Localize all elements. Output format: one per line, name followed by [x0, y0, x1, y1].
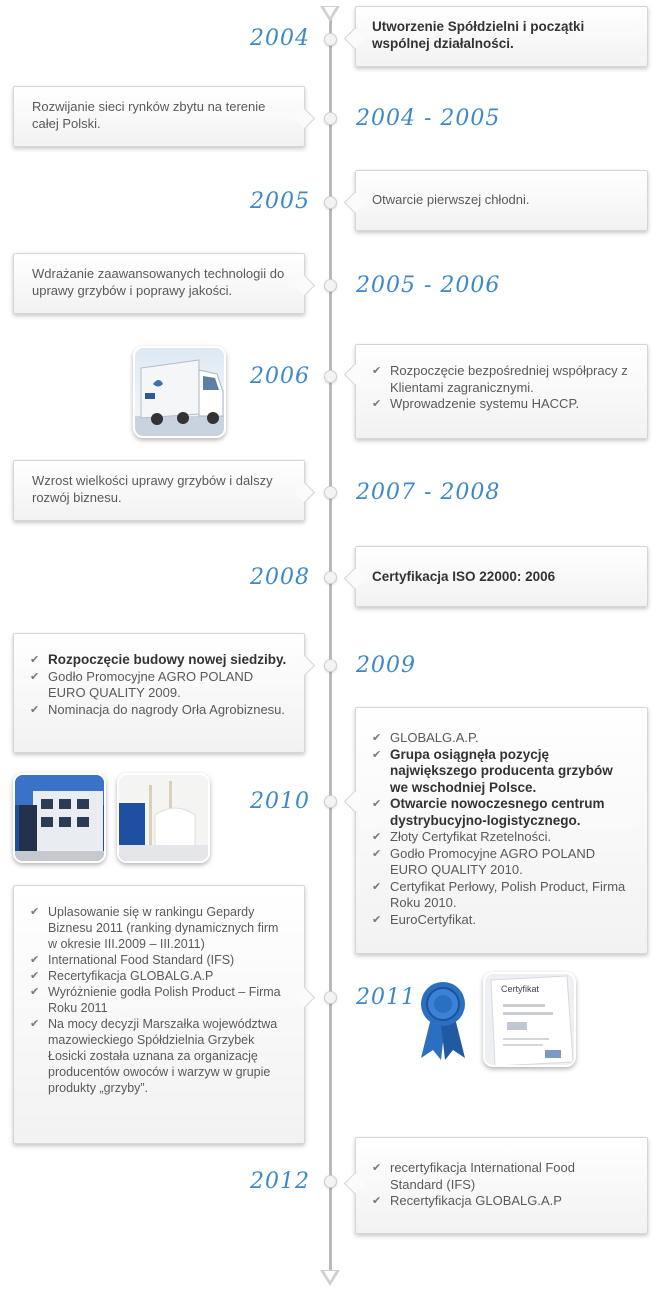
event-card-2009: [13, 633, 305, 753]
timeline-dot: [324, 196, 337, 209]
event-list: [30, 904, 288, 1096]
timeline-top-arrow-icon: [320, 6, 340, 22]
event-text: Utworzenie Spółdzielni i początki wspólnej działalności.: [372, 19, 585, 51]
timeline-dot: [324, 33, 337, 46]
year-label-2006: 2006: [250, 364, 310, 389]
year-label-2007-2008: 2007 - 2008: [356, 480, 501, 505]
timeline-dot: [324, 571, 337, 584]
timeline-dot: [324, 659, 337, 672]
year-label-2011: 2011: [356, 985, 416, 1010]
list-item: ✔ Godło Promocyjne AGRO POLAND EURO QUALITY 2009.: [30, 669, 288, 702]
interior-photo-icon: [117, 773, 210, 863]
truck-photo-icon: [133, 346, 226, 438]
list-item: ✔ Uplasowanie się w rankingu Gepardy Biznesu 2011 (ranking dynamicznych firm w okresie III.2009 – III.2011): [30, 904, 288, 952]
event-text: Certyfikacja ISO 22000: 2006: [372, 569, 556, 584]
event-text: Rozwijanie sieci rynków zbytu na terenie całej Polski.: [32, 99, 266, 131]
event-list: [372, 730, 631, 928]
event-card-2006: [355, 344, 648, 439]
event-text: Wzrost wielkości uprawy grzybów i dalszy rozwój biznesu.: [32, 473, 273, 505]
list-item: ✔ GLOBALG.A.P.: [372, 730, 631, 747]
timeline-dot: [324, 991, 337, 1004]
list-item: ✔ EuroCertyfikat.: [372, 912, 631, 929]
year-label-2005-2006: 2005 - 2006: [356, 273, 501, 298]
timeline-dot: [324, 279, 337, 292]
building-photo-icon: [13, 773, 106, 863]
event-card-2011: [13, 885, 305, 1144]
timeline-dot: [324, 370, 337, 383]
list-item: ✔ recertyfikacja International Food Standard (IFS): [372, 1160, 631, 1193]
year-label-2012: 2012: [250, 1169, 310, 1194]
event-card-2005-2006: [13, 253, 305, 314]
list-item: ✔ Grupa osiągnęła pozycję największego producenta grzybów we wschodniej Polsce.: [372, 747, 631, 797]
list-item: ✔ Nominacja do nagrody Orła Agrobiznesu.: [30, 702, 288, 719]
list-item: ✔ Recertyfikacja GLOBALG.A.P: [30, 968, 288, 984]
year-label-2009: 2009: [356, 653, 416, 678]
year-label-2008: 2008: [250, 565, 310, 590]
timeline-dot: [324, 795, 337, 808]
list-item: ✔ Certyfikat Perłowy, Polish Product, Firma Roku 2010.: [372, 879, 631, 912]
list-item: ✔ Godło Promocyjne AGRO POLAND EURO QUALITY 2010.: [372, 846, 631, 879]
list-item: ✔ Otwarcie nowoczesnego centrum dystrybucyjno-logistycznego.: [372, 796, 631, 829]
list-item: ✔ Rozpoczęcie bezpośredniej współpracy z Klientami zagranicznymi.: [372, 363, 631, 396]
event-card-2004-2005: [13, 86, 305, 147]
event-card-2004: [355, 6, 648, 67]
timeline-dot: [324, 112, 337, 125]
list-item: ✔ Recertyfikacja GLOBALG.A.P: [372, 1193, 631, 1210]
year-label-2005: 2005: [250, 189, 310, 214]
timeline-dot: [324, 1175, 337, 1188]
year-label-2010: 2010: [250, 789, 310, 814]
list-item: ✔ Złoty Certyfikat Rzetelności.: [372, 829, 631, 846]
blue-ribbon-award-icon: [413, 980, 473, 1062]
event-card-2010: [355, 707, 648, 954]
event-card-2007-2008: [13, 460, 305, 521]
event-card-2012: [355, 1137, 648, 1234]
event-card-2008: [355, 546, 648, 607]
year-label-2004: 2004: [250, 26, 310, 51]
event-card-2005: [355, 170, 648, 231]
list-item: ✔ Wyróżnienie godła Polish Product – Firma Roku 2011: [30, 984, 288, 1016]
timeline-bottom-arrow-icon: [320, 1270, 340, 1286]
event-text: Wdrażanie zaawansowanych technologii do uprawy grzybów i poprawy jakości.: [32, 266, 285, 298]
list-item: ✔ International Food Standard (IFS): [30, 952, 288, 968]
list-item: ✔ Rozpoczęcie budowy nowej siedziby.: [30, 652, 288, 669]
event-list: [30, 652, 288, 718]
timeline-dot: [324, 486, 337, 499]
certificate-document-icon: [483, 972, 576, 1067]
year-label-2004-2005: 2004 - 2005: [356, 106, 501, 131]
event-text: Otwarcie pierwszej chłodni.: [372, 192, 530, 207]
list-item: ✔ Na mocy decyzji Marszałka województwa mazowieckiego Spółdzielnia Grzybek Łosicki została uznana za organizację producentów owoców i warzyw w grupie produkty „grzyby”.: [30, 1016, 288, 1096]
certificate-caption: Certyfikat: [501, 984, 540, 994]
event-list: [372, 1160, 631, 1210]
event-list: [372, 363, 631, 413]
list-item: ✔ Wprowadzenie systemu HACCP.: [372, 396, 631, 413]
